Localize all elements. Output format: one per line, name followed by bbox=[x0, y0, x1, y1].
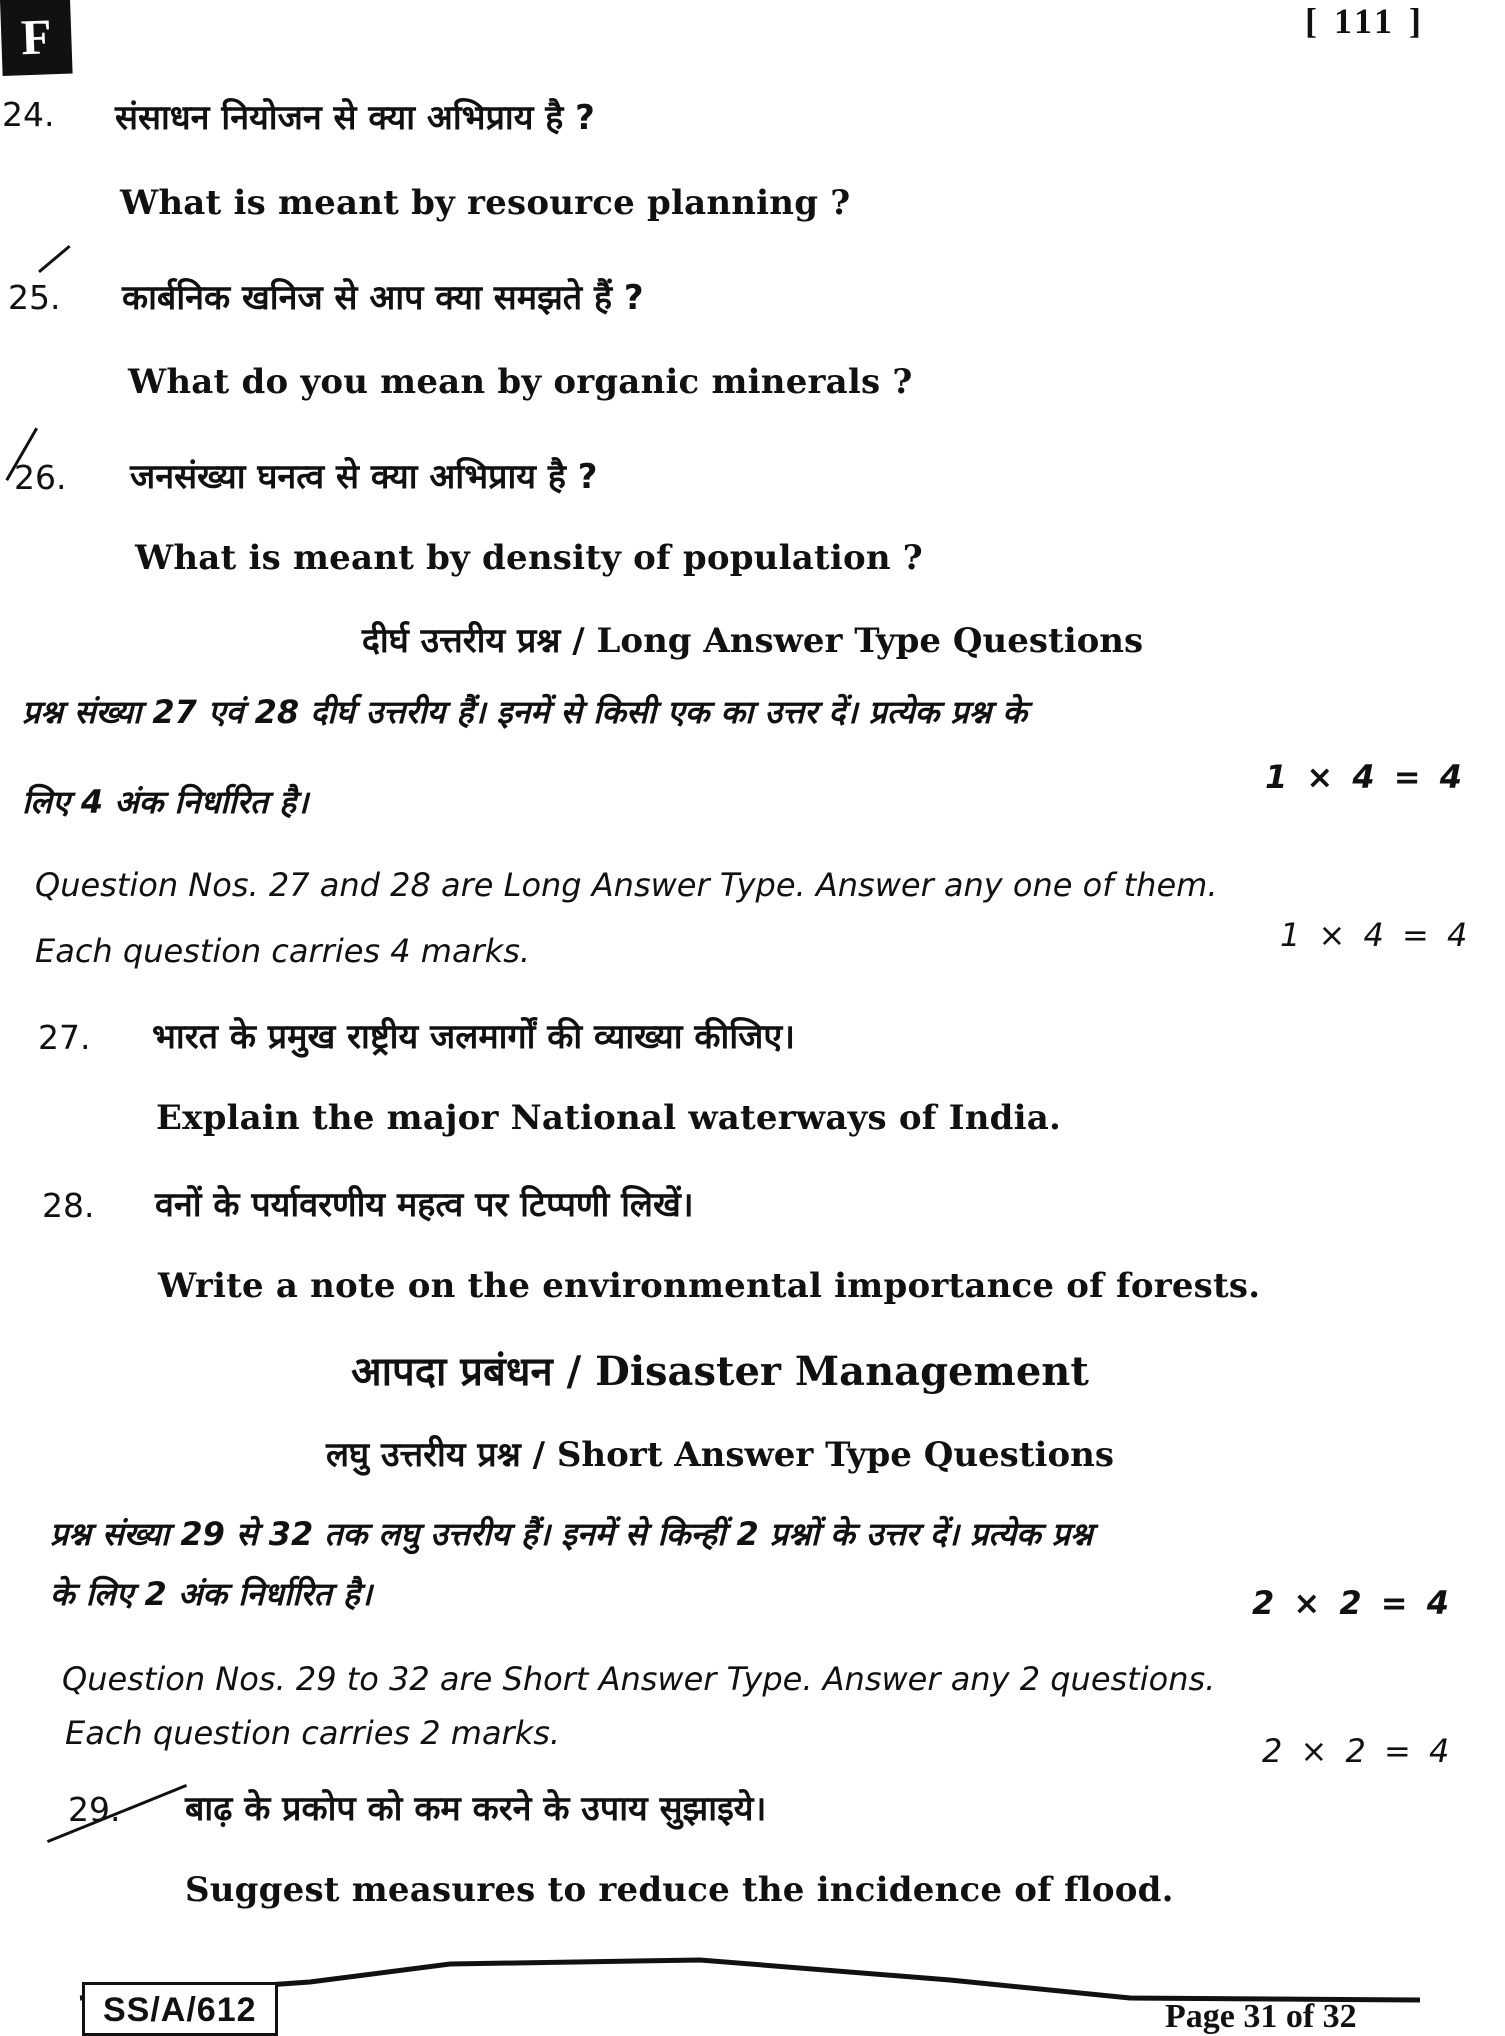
question-text-hindi: संसाधन नियोजन से क्या अभिप्राय है ? bbox=[115, 98, 595, 138]
question-text-hindi: जनसंख्या घनत्व से क्या अभिप्राय है ? bbox=[130, 457, 598, 497]
check-mark-icon bbox=[38, 245, 71, 273]
instruction-hindi: लिए 4 अंक निर्धारित है। bbox=[22, 783, 309, 821]
question-text-hindi: वनों के पर्यावरणीय महत्व पर टिप्पणी लिखें। bbox=[155, 1185, 694, 1225]
instruction-hindi: के लिए 2 अंक निर्धारित है। bbox=[50, 1575, 373, 1613]
instruction-hindi: प्रश्न संख्या 29 से 32 तक लघु उत्तरीय हैं। इनमें से किन्हीं 2 प्रश्नों के उत्तर दें। प्रत्येक प्रश्न bbox=[50, 1515, 1093, 1553]
question-text-hindi: भारत के प्रमुख राष्ट्रीय जलमार्गों की व्याख्या कीजिए। bbox=[152, 1017, 796, 1057]
instruction-hindi: प्रश्न संख्या 27 एवं 28 दीर्घ उत्तरीय हैं। इनमें से किसी एक का उत्तर दें। प्रत्येक प्रश्न के bbox=[22, 693, 1027, 731]
question-text-hindi: कार्बनिक खनिज से आप क्या समझते हैं ? bbox=[122, 278, 644, 318]
marks-allocation: 2 × 2 = 4 bbox=[1252, 1584, 1453, 1622]
question-text-english: What is meant by resource planning ? bbox=[120, 183, 851, 223]
question-text-english: Suggest measures to reduce the incidence of flood. bbox=[185, 1870, 1174, 1910]
page-code: [ 111 ] bbox=[1305, 1, 1426, 41]
question-number: 26. bbox=[14, 458, 67, 497]
marks-allocation: 1 × 4 = 4 bbox=[1280, 916, 1472, 954]
question-number: 29. bbox=[68, 1790, 121, 1829]
instruction-english: Question Nos. 29 to 32 are Short Answer Type. Answer any 2 questions. bbox=[62, 1660, 1216, 1698]
marks-allocation: 1 × 4 = 4 bbox=[1265, 758, 1466, 796]
question-text-hindi: बाढ़ के प्रकोप को कम करने के उपाय सुझाइये। bbox=[185, 1789, 767, 1829]
question-text-english: Write a note on the environmental importance of forests. bbox=[158, 1266, 1261, 1306]
instruction-english: Each question carries 2 marks. bbox=[65, 1714, 561, 1752]
instruction-english: Question Nos. 27 and 28 are Long Answer Type. Answer any one of them. bbox=[35, 866, 1218, 904]
page-number: Page 31 of 32 bbox=[1165, 1998, 1357, 2035]
question-number: 25. bbox=[8, 278, 61, 317]
question-text-english: What do you mean by organic minerals ? bbox=[128, 362, 913, 402]
question-number: 27. bbox=[38, 1018, 91, 1057]
question-text-english: Explain the major National waterways of India. bbox=[156, 1098, 1062, 1138]
marks-allocation: 2 × 2 = 4 bbox=[1262, 1732, 1454, 1770]
section-subheading-short-answer: लघु उत्तरीय प्रश्न / Short Answer Type Questions bbox=[326, 1435, 1114, 1475]
section-badge: F bbox=[0, 0, 73, 76]
paper-code: SS/A/612 bbox=[82, 1982, 278, 2036]
section-heading-long-answer: दीर्घ उत्तरीय प्रश्न / Long Answer Type Questions bbox=[361, 621, 1144, 661]
question-text-english: What is meant by density of population ? bbox=[135, 538, 923, 578]
instruction-english: Each question carries 4 marks. bbox=[35, 932, 531, 970]
question-number: 24. bbox=[2, 95, 55, 134]
section-heading-disaster-management: आपदा प्रबंधन / Disaster Management bbox=[351, 1348, 1089, 1395]
question-number: 28. bbox=[42, 1186, 95, 1225]
